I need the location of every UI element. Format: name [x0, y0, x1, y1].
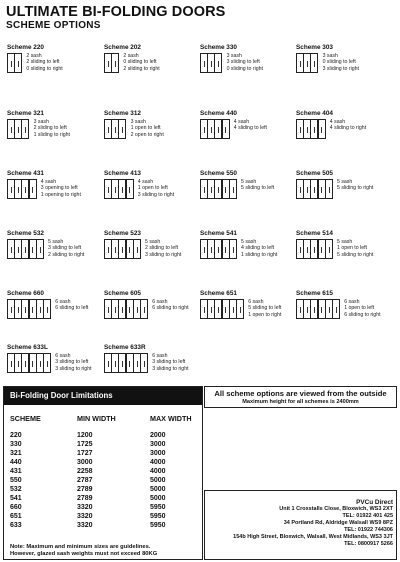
scheme-tile	[296, 44, 392, 88]
scheme-description	[131, 119, 164, 138]
scheme-description-line: 1 sliding to right	[241, 251, 278, 258]
scheme-description-line: 1 sliding to right	[33, 131, 70, 138]
scheme-tile	[296, 110, 392, 154]
limitations-note-line-2: However, glazed sash weights must not exceed 80KG	[10, 551, 158, 558]
scheme-cell: 321	[10, 450, 22, 457]
scheme-description-line: 6 sliding to right	[344, 311, 381, 318]
door-diagram-icon	[7, 179, 37, 199]
door-diagram-icon	[296, 299, 340, 319]
door-sash-icon	[325, 239, 333, 259]
limitations-rows	[4, 432, 202, 531]
scheme-description-line: 0 sliding to right	[26, 65, 63, 72]
max-width-cell: 5000	[150, 495, 166, 502]
scheme-description-line: 3 sliding to right	[137, 191, 175, 198]
scheme-cell: 330	[10, 441, 22, 448]
scheme-description-line: 3 sash	[322, 53, 338, 59]
scheme-description-line: 2 sliding to right	[123, 65, 160, 72]
scheme-description-line: 6 sash	[248, 299, 264, 305]
scheme-cell: 651	[10, 513, 22, 520]
scheme-description-line: 1 opening to right	[40, 191, 81, 198]
door-sash-icon	[140, 299, 148, 319]
max-width-cell: 5950	[150, 504, 166, 511]
company-name: PVCu Direct	[356, 499, 393, 506]
table-row	[4, 486, 202, 495]
limitations-heading: Bi-Folding Door Limitations	[4, 387, 202, 405]
outside-view-line: All scheme options are viewed from the outside	[214, 389, 387, 398]
table-row	[4, 477, 202, 486]
scheme-tile	[7, 44, 103, 88]
table-row	[4, 468, 202, 477]
scheme-description-line: 0 sliding to left	[123, 59, 157, 66]
scheme-description-line: 5 sash	[241, 239, 257, 245]
door-sash-icon	[229, 179, 237, 199]
scheme-name: Scheme 660	[7, 290, 44, 297]
door-limitations-table	[3, 386, 203, 560]
min-width-cell: 2787	[77, 477, 93, 484]
scheme-name: Scheme 312	[104, 110, 141, 117]
scheme-name: Scheme 633L	[7, 344, 48, 351]
address-2: 34 Portland Rd, Aldridge Walsall WS9 8PZ	[283, 520, 393, 526]
scheme-description-line: 5 sliding to left	[241, 185, 275, 192]
door-sash-icon	[318, 119, 326, 139]
scheme-description-line: 6 sliding to left	[55, 305, 89, 312]
min-width-cell: 2258	[77, 468, 93, 475]
scheme-description	[241, 239, 277, 258]
scheme-grid	[0, 44, 400, 374]
scheme-tile	[7, 230, 103, 274]
table-row	[4, 504, 202, 513]
scheme-description-line: 5 sash	[145, 239, 161, 245]
scheme-name: Scheme 330	[200, 44, 237, 51]
scheme-tile	[7, 290, 103, 334]
scheme-tile	[200, 110, 296, 154]
max-width-cell: 5000	[150, 477, 166, 484]
max-width-cell: 2000	[150, 432, 166, 439]
scheme-description-line: 2 sliding to right	[48, 251, 85, 258]
scheme-tile	[104, 344, 200, 388]
min-width-cell: 2789	[77, 495, 93, 502]
scheme-description-line: 4 sash	[233, 119, 250, 125]
scheme-description-line: 2 sash	[26, 53, 42, 59]
scheme-description-line: 5 sash	[337, 239, 353, 245]
door-diagram-icon	[7, 239, 44, 259]
scheme-description-line: 5 sash	[337, 179, 353, 185]
scheme-description	[152, 299, 188, 312]
scheme-tile	[104, 110, 200, 154]
scheme-description	[330, 119, 366, 132]
table-row	[4, 522, 202, 531]
max-width-cell: 4000	[150, 468, 166, 475]
limitations-note	[10, 544, 157, 558]
scheme-description-line: 6 sash	[152, 353, 168, 359]
min-width-cell: 2789	[77, 486, 93, 493]
max-width-cell: 5950	[150, 522, 166, 529]
scheme-name: Scheme 633R	[104, 344, 146, 351]
scheme-description-line: 3 sash	[33, 119, 49, 125]
scheme-description-line: 3 sliding to left	[152, 359, 186, 366]
table-row	[4, 441, 202, 450]
min-width-cell: 3320	[77, 513, 93, 520]
scheme-name: Scheme 615	[296, 290, 333, 297]
scheme-tile	[104, 230, 200, 274]
scheme-description	[41, 179, 81, 198]
door-diagram-icon	[104, 299, 148, 319]
scheme-description-line: 1 open to right	[248, 311, 282, 318]
scheme-description-line: 4 sash	[137, 179, 154, 185]
scheme-tile	[200, 290, 296, 334]
table-row	[4, 459, 202, 468]
scheme-description	[48, 239, 84, 258]
door-diagram-icon	[7, 119, 29, 139]
telephone-3: TEL: 0800917 5266	[344, 541, 393, 547]
scheme-description-line: 0 sliding to right	[226, 65, 263, 72]
table-row	[4, 450, 202, 459]
door-sash-icon	[332, 299, 340, 319]
scheme-description-line: 3 opening to left	[40, 185, 78, 192]
scheme-name: Scheme 505	[296, 170, 333, 177]
scheme-tile	[200, 44, 296, 88]
scheme-description-line: 3 sliding to right	[55, 365, 92, 372]
scheme-tile	[7, 170, 103, 214]
scheme-name: Scheme 514	[296, 230, 333, 237]
scheme-description	[55, 353, 91, 372]
scheme-description-line: 6 sash	[344, 299, 360, 305]
scheme-description-line: 2 open to right	[130, 131, 164, 138]
scheme-tile	[7, 344, 103, 388]
door-diagram-icon	[200, 179, 237, 199]
door-diagram-icon	[7, 353, 51, 373]
scheme-description-line: 3 sliding to right	[322, 65, 359, 72]
scheme-description	[344, 299, 380, 318]
scheme-description-line: 3 sliding to left	[226, 59, 260, 66]
table-row	[4, 432, 202, 441]
page-title: ULTIMATE BI-FOLDING DOORS	[6, 4, 226, 20]
scheme-name: Scheme 321	[7, 110, 44, 117]
scheme-description-line: 2 sliding to left	[33, 125, 67, 132]
scheme-description-line: 4 sash	[329, 119, 346, 125]
scheme-description	[227, 53, 263, 72]
door-diagram-icon	[296, 53, 318, 73]
door-diagram-icon	[104, 119, 126, 139]
door-sash-icon	[140, 353, 148, 373]
column-header-scheme: SCHEME	[10, 414, 41, 423]
door-diagram-icon	[104, 239, 141, 259]
scheme-description-line: 5 sliding to right	[337, 251, 374, 258]
scheme-cell: 660	[10, 504, 22, 511]
door-sash-icon	[43, 299, 51, 319]
scheme-description	[323, 53, 359, 72]
scheme-description-line: 3 sliding to right	[152, 365, 189, 372]
door-diagram-icon	[200, 299, 244, 319]
scheme-description-line: 1 open to left	[344, 305, 375, 312]
scheme-cell: 541	[10, 495, 22, 502]
min-width-cell: 1725	[77, 441, 93, 448]
scheme-name: Scheme 303	[296, 44, 333, 51]
telephone-2: TEL: 01922 744306	[344, 527, 393, 533]
scheme-cell: 633	[10, 522, 22, 529]
scheme-name: Scheme 404	[296, 110, 333, 117]
telephone-1: TEL: 01922 401 425	[342, 513, 393, 519]
scheme-description	[248, 299, 281, 318]
max-height-line: Maximum height for all schemes is 2400mm	[242, 399, 359, 405]
door-sash-icon	[43, 353, 51, 373]
scheme-description-line: 5 sash	[241, 179, 257, 185]
limitations-note-line-1: Note: Maximum and minimum sizes are guidelines.	[10, 544, 151, 550]
scheme-description-line: 2 sliding to left	[26, 59, 60, 66]
max-width-cell: 3000	[150, 450, 166, 457]
scheme-description-line: 4 sash	[40, 179, 57, 185]
scheme-description-line: 5 sliding to left	[248, 305, 282, 312]
min-width-cell: 3320	[77, 522, 93, 529]
scheme-description-line: 5 sash	[48, 239, 64, 245]
scheme-description-line: 4 sliding to left	[233, 125, 267, 132]
scheme-description-line: 3 sash	[226, 53, 242, 59]
max-width-cell: 5000	[150, 486, 166, 493]
scheme-tile	[296, 230, 392, 274]
door-sash-icon	[229, 239, 237, 259]
scheme-description	[145, 239, 181, 258]
door-sash-icon	[126, 179, 134, 199]
min-width-cell: 1200	[77, 432, 93, 439]
door-sash-icon	[118, 119, 126, 139]
door-sash-icon	[214, 53, 222, 73]
door-diagram-icon	[200, 53, 222, 73]
scheme-cell: 440	[10, 459, 22, 466]
door-diagram-icon	[296, 179, 333, 199]
scheme-name: Scheme 651	[200, 290, 237, 297]
scheme-description-line: 6 sliding to right	[152, 305, 189, 312]
door-sash-icon	[222, 119, 230, 139]
scheme-description-line: 6 sash	[152, 299, 168, 305]
scheme-description-line: 3 sliding to left	[48, 245, 82, 252]
scheme-name: Scheme 550	[200, 170, 237, 177]
scheme-description	[123, 53, 159, 72]
door-diagram-icon	[7, 299, 51, 319]
scheme-description-line: 5 sliding to right	[337, 185, 374, 192]
scheme-description-line: 3 sliding to right	[145, 251, 182, 258]
door-diagram-icon	[104, 179, 134, 199]
table-row	[4, 513, 202, 522]
scheme-description	[337, 179, 373, 192]
scheme-tile	[104, 290, 200, 334]
scheme-name: Scheme 523	[104, 230, 141, 237]
scheme-description-line: 1 open to left	[130, 125, 161, 132]
scheme-name: Scheme 431	[7, 170, 44, 177]
scheme-description-line: 4 sliding to right	[329, 125, 367, 132]
scheme-description-line: 0 sliding to left	[322, 59, 356, 66]
min-width-cell: 3000	[77, 459, 93, 466]
column-header-min-width: MIN WIDTH	[77, 414, 116, 423]
door-diagram-icon	[7, 53, 22, 73]
scheme-description	[152, 353, 188, 372]
address-3: 154b High Street, Bloxwich, Walsall, West Midlands, WS3 3JT	[233, 534, 393, 540]
door-diagram-icon	[200, 239, 237, 259]
door-diagram-icon	[104, 353, 148, 373]
scheme-name: Scheme 532	[7, 230, 44, 237]
scheme-description-line: 1 open to left	[137, 185, 168, 192]
door-sash-icon	[133, 239, 141, 259]
scheme-description	[138, 179, 174, 198]
door-diagram-icon	[104, 53, 119, 73]
door-sash-icon	[36, 239, 44, 259]
scheme-name: Scheme 440	[200, 110, 237, 117]
contact-box	[204, 490, 397, 560]
door-sash-icon	[29, 179, 37, 199]
scheme-description-line: 2 sliding to left	[145, 245, 179, 252]
min-width-cell: 3320	[77, 504, 93, 511]
scheme-description	[26, 53, 62, 72]
scheme-name: Scheme 541	[200, 230, 237, 237]
scheme-description	[34, 119, 70, 138]
scheme-tile	[104, 44, 200, 88]
scheme-name: Scheme 220	[7, 44, 44, 51]
column-header-max-width: MAX WIDTH	[150, 414, 192, 423]
table-row	[4, 495, 202, 504]
scheme-name: Scheme 202	[104, 44, 141, 51]
scheme-tile	[200, 170, 296, 214]
scheme-description-line: 2 sash	[123, 53, 139, 59]
door-sash-icon	[310, 53, 318, 73]
outside-view-notice	[204, 386, 397, 408]
min-width-cell: 1727	[77, 450, 93, 457]
door-sash-icon	[14, 53, 22, 73]
scheme-cell: 220	[10, 432, 22, 439]
scheme-description	[241, 179, 274, 192]
door-diagram-icon	[296, 239, 333, 259]
door-sash-icon	[111, 53, 119, 73]
max-width-cell: 5950	[150, 513, 166, 520]
scheme-tile	[104, 170, 200, 214]
door-diagram-icon	[200, 119, 230, 139]
max-width-cell: 3000	[150, 441, 166, 448]
scheme-description-line: 4 sliding to left	[241, 245, 275, 252]
door-sash-icon	[325, 179, 333, 199]
scheme-tile	[7, 110, 103, 154]
scheme-description	[337, 239, 373, 258]
scheme-tile	[296, 170, 392, 214]
scheme-description	[55, 299, 88, 312]
scheme-description-line: 1 open to left	[337, 245, 367, 252]
scheme-description	[234, 119, 267, 132]
door-diagram-icon	[296, 119, 326, 139]
scheme-description-line: 3 sash	[130, 119, 146, 125]
scheme-tile	[200, 230, 296, 274]
scheme-cell: 532	[10, 486, 22, 493]
scheme-name: Scheme 605	[104, 290, 141, 297]
address-1: Unit 1 Croxstalls Close, Bloxwich, WS3 2XT	[279, 506, 393, 512]
scheme-cell: 431	[10, 468, 22, 475]
door-sash-icon	[236, 299, 244, 319]
scheme-description-line: 6 sash	[55, 353, 71, 359]
scheme-tile	[296, 290, 392, 334]
scheme-description-line: 3 sliding to left	[55, 359, 89, 366]
page-subtitle: SCHEME OPTIONS	[6, 20, 101, 31]
scheme-cell: 550	[10, 477, 22, 484]
scheme-description-line: 6 sash	[55, 299, 71, 305]
max-width-cell: 4000	[150, 459, 166, 466]
door-sash-icon	[21, 119, 29, 139]
scheme-name: Scheme 413	[104, 170, 141, 177]
